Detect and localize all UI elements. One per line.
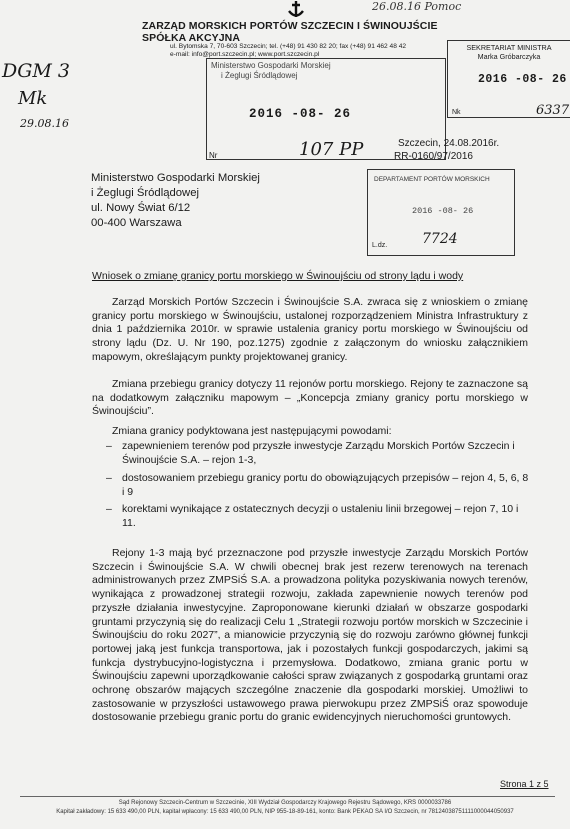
place-and-date: Szczecin, 24.08.2016r. (398, 138, 500, 149)
list-item-text: dostosowaniem przebiegu granicy portu do obowiązujących przepisów – rejon 4, 5, 6, 8 i 9 (122, 472, 529, 498)
stamp-ministry-line-2: i Żeglugi Śródlądowej (221, 71, 298, 80)
list-dash: – (106, 472, 112, 484)
footer-line-1: Sąd Rejonowy Szczecin-Centrum w Szczecinie, XIII Wydział Gospodarczy Krajowego Rejestru Sądowego, KRS 0000033786 (118, 800, 452, 806)
company-name: ZARZĄD MORSKICH PORTÓW SZCZECIN I ŚWINOUJŚCIE SPÓŁKA AKCYJNA (142, 20, 438, 44)
handwritten-dgm: DGM 3 (2, 60, 70, 82)
body-paragraph-3: Zmiana granicy podyktowana jest następującymi powodami: (112, 425, 392, 437)
page-number: Strona 1 z 5 (500, 779, 549, 789)
recipient-line: Ministerstwo Gospodarki Morskiej (91, 172, 260, 184)
list-dash: – (106, 440, 112, 452)
list-dash: – (106, 503, 112, 515)
footer-divider (20, 796, 555, 797)
stamp-ministry-nr-label: Nr (209, 151, 218, 160)
handwritten-note-top: 26.08.16 Pomoc (372, 0, 462, 13)
handwritten-signature: Mk (18, 88, 48, 109)
secretariat-stamp (447, 40, 570, 118)
recipient-line: 00-400 Warszawa (91, 217, 182, 229)
stamp-department-date: 2016 -08- 26 (412, 206, 474, 216)
company-address (170, 43, 440, 59)
stamp-secretariat-nk-value: 6337 (536, 103, 570, 118)
body-paragraph-4: Rejony 1-3 mają być przeznaczone pod przyszłe inwestycje Zarządu Morskich Portów Szczecin i Świnoujście S.A. W chwili obecnej brak jest rezerw terenowych na terenach administrowanych przez ZMPSiŚ S.A. a prowadzona polityka pozyskiwania nowych terenów, wynikająca z prowadzonej strategii rozwoju, zakłada zapewnienie nowych terenów pod przyszłe działania inwestycyjne. Zaproponowane kierunki działań w obszarze gospodarki gruntami przyczynią się do realizacji Celu 1 „Strategii rozwoju portów morskich w Szczecinie i Świnoujściu do roku 2027”, a mianowicie przyczynią się do rozwoju zarówno głównej funkcji portowej jaką jest funkcja transportowa, jak i pozostałych funkcji gospodarczych, jakimi są funkcja dystrybucyjno-logistyczna i przemysłowa. Dodatkowo, zmiana granic portu w Świnoujściu zapewni uporządkowanie całości spraw związanych z gospodarką gruntami oraz ochronę obszarów mających szczególne znaczenie dla gospodarki morskiej. Umożliwi to zastosowanie w przyszłości ustawowego prawa pierwokupu przez ZMPSiŚ oraz spowoduje dostosowanie przebiegu granic portu do granic ewidencyjnych nieruchomości gruntowych. (92, 547, 528, 724)
address-line-1: ul. Bytomska 7, 70-603 Szczecin; tel. (+48) 91 430 82 20; fax (+48) 91 462 48 42 (170, 43, 407, 50)
letter-subject: Wniosek o zmianę granicy portu morskiego w Świnoujściu od strony lądu i wody (92, 270, 464, 282)
footer-line-2: Kapitał zakładowy: 15 633 490,00 PLN, kapitał wpłacony: 15 633 490,00 PLN, NIP 955-18-89-161, konto: Bank PEKAO SA I/O Szczecin, nr 78124038751111000044050937 (56, 809, 514, 815)
body-paragraph-2: Zmiana przebiegu granicy dotyczy 11 rejonów portu morskiego. Rejony te zaznaczone są na dodatkowym załączniku mapowym – „Koncepcja zmiany granicy portu morskiego w Świnoujściu”. (92, 378, 528, 418)
recipient-address (91, 171, 260, 231)
recipient-line: ul. Nowy Świat 6/12 (91, 202, 191, 214)
handwritten-date: 29.08.16 (20, 117, 69, 130)
stamp-ministry-nr-value: 107 PP (299, 139, 364, 160)
body-paragraph-1: Zarząd Morskich Portów Szczecin i Świnoujście S.A. zwraca się z wnioskiem o zmianę granicy portu morskiego w Świnoujściu, ustalonej rozporządzeniem Ministra Infrastruktury z dnia 1 października 2010r. w sprawie ustalenia granicy portu morskiego w Świnoujściu od strony lądu (Dz. U. Nr 190, poz.1275) zgodnie z załączonym do wniosku załącznikiem mapowym, określającym punkty projektowanej granicy. (92, 296, 528, 363)
reference-number: RR-0160/97/2016 (394, 151, 473, 162)
stamp-secretariat-date: 2016 -08- 26 (478, 73, 567, 86)
recipient-line: i Żeglugi Śródlądowej (91, 187, 200, 199)
stamp-ministry-line-1: Ministerstwo Gospodarki Morskiej (211, 61, 331, 70)
stamp-secretariat-line-2: Marka Gróbarczyka (477, 52, 541, 61)
stamp-ministry-date: 2016 -08- 26 (249, 107, 352, 121)
list-item-text: korektami wynikające z ostatecznych decyzji o ustaleniu linii brzegowej – rejon 7, 10 i 11. (122, 503, 519, 529)
stamp-department-title: DEPARTAMENT PORTÓW MORSKICH (374, 176, 490, 183)
anchor-logo-icon (285, 0, 307, 20)
stamp-department-ldz-label: L.dz. (372, 242, 388, 249)
stamp-department-ldz-value: 7724 (422, 231, 458, 247)
address-line-2: e-mail: info@port.szczecin.pl; www.port.szczecin.pl (170, 51, 320, 58)
list-item-text: zapewnieniem terenów pod przyszłe inwestycje Zarządu Morskich Portów Szczecin i Świnoujście S.A. – rejon 1-3, (122, 440, 515, 466)
department-stamp (367, 169, 515, 256)
stamp-secretariat-line-1: SEKRETARIAT MINISTRA (466, 43, 552, 52)
stamp-secretariat-nk-label: Nk (452, 109, 461, 116)
